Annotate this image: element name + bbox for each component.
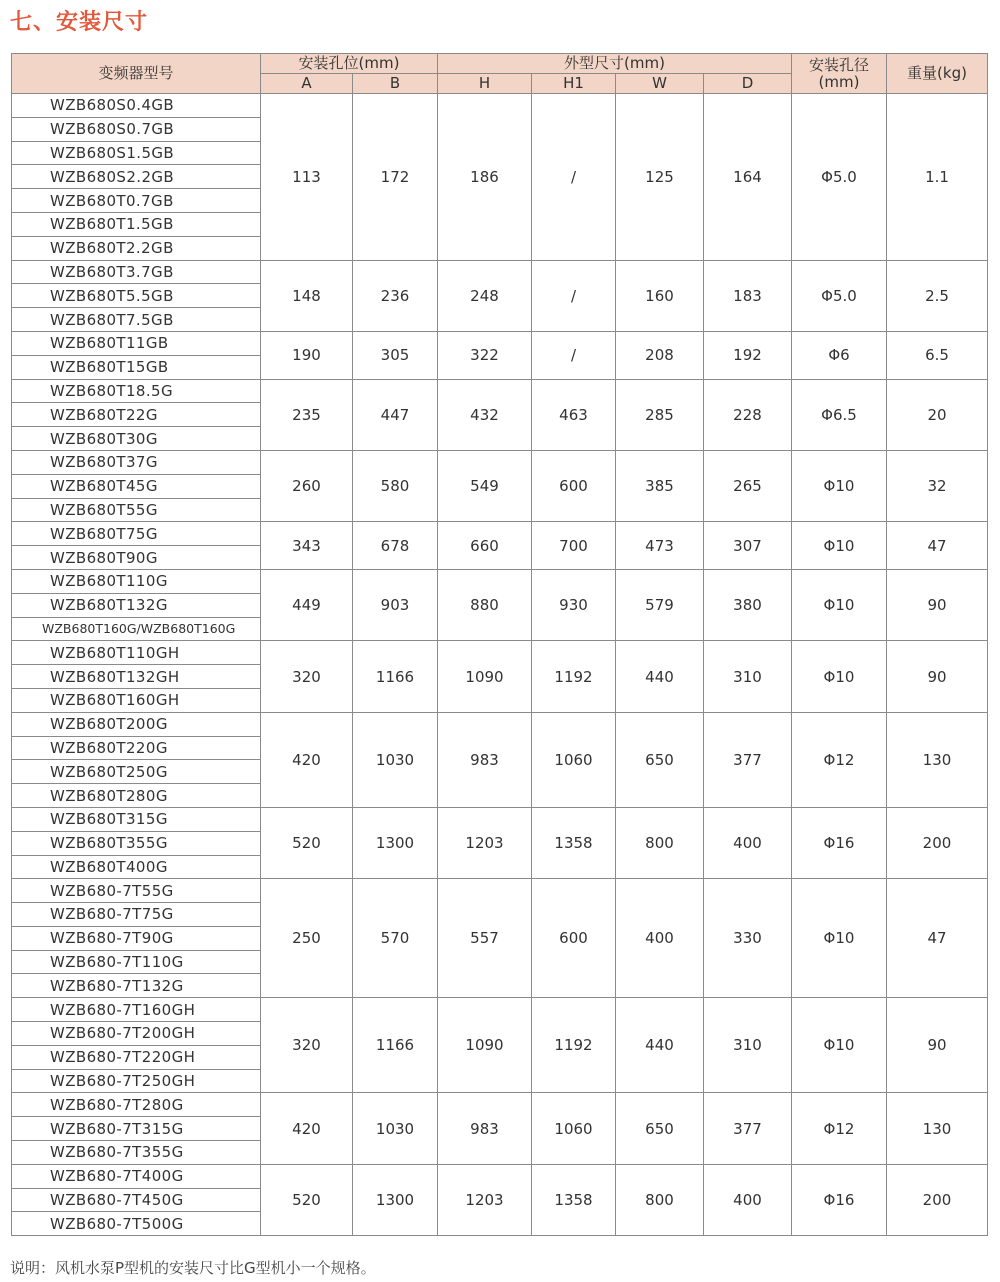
cell-w: 125 — [616, 94, 704, 261]
table-row — [12, 522, 988, 546]
cell-h: 880 — [438, 569, 532, 640]
cell-w: 385 — [616, 450, 704, 521]
cell-h: 557 — [438, 879, 532, 998]
cell-h1: 1192 — [532, 998, 616, 1093]
cell-d: 377 — [704, 712, 792, 807]
cell-model: WZB680T2.2GB — [12, 236, 261, 260]
cell-d: 377 — [704, 1093, 792, 1164]
cell-model: WZB680T200G — [12, 712, 261, 736]
header-b: B — [353, 74, 438, 94]
header-outline: 外型尺寸(mm) — [438, 54, 792, 74]
cell-d: 310 — [704, 998, 792, 1093]
cell-a: 449 — [261, 569, 353, 640]
cell-d: 183 — [704, 260, 792, 331]
cell-weight: 47 — [887, 879, 988, 998]
cell-model: WZB680T7.5GB — [12, 308, 261, 332]
cell-weight: 130 — [887, 712, 988, 807]
table-row — [12, 1093, 988, 1117]
cell-b: 305 — [353, 331, 438, 379]
cell-model: WZB680T3.7GB — [12, 260, 261, 284]
cell-model: WZB680-7T355G — [12, 1141, 261, 1165]
cell-d: 265 — [704, 450, 792, 521]
cell-model: WZB680T110GH — [12, 641, 261, 665]
cell-d: 164 — [704, 94, 792, 261]
header-h1: H1 — [532, 74, 616, 94]
cell-model: WZB680T132GH — [12, 665, 261, 689]
cell-h1: 1192 — [532, 641, 616, 712]
cell-weight: 90 — [887, 641, 988, 712]
cell-model: WZB680T18.5G — [12, 379, 261, 403]
cell-w: 400 — [616, 879, 704, 998]
cell-h1: 1358 — [532, 1164, 616, 1235]
cell-h1: 1060 — [532, 1093, 616, 1164]
cell-b: 447 — [353, 379, 438, 450]
cell-d: 400 — [704, 1164, 792, 1235]
cell-h: 322 — [438, 331, 532, 379]
cell-model: WZB680T11GB — [12, 331, 261, 355]
cell-weight: 47 — [887, 522, 988, 570]
cell-b: 1166 — [353, 641, 438, 712]
cell-h: 660 — [438, 522, 532, 570]
cell-weight: 200 — [887, 807, 988, 878]
header-row-1 — [12, 54, 988, 74]
cell-b: 1300 — [353, 807, 438, 878]
header-model: 变频器型号 — [12, 54, 261, 94]
cell-b: 1300 — [353, 1164, 438, 1235]
cell-d: 192 — [704, 331, 792, 379]
header-a: A — [261, 74, 353, 94]
cell-w: 579 — [616, 569, 704, 640]
header-d: D — [704, 74, 792, 94]
table-row — [12, 331, 988, 355]
footnote: 说明：风机水泵P型机的安装尺寸比G型机小一个规格。 — [10, 1259, 376, 1277]
cell-model: WZB680-7T110G — [12, 950, 261, 974]
cell-model: WZB680T15GB — [12, 355, 261, 379]
cell-a: 520 — [261, 1164, 353, 1235]
cell-model: WZB680T90G — [12, 546, 261, 570]
page-title: 七、安装尺寸 — [10, 10, 149, 35]
cell-model: WZB680T75G — [12, 522, 261, 546]
cell-hole-diameter: Φ5.0 — [792, 260, 887, 331]
cell-hole-diameter: Φ16 — [792, 1164, 887, 1235]
cell-a: 320 — [261, 998, 353, 1093]
cell-model: WZB680-7T280G — [12, 1093, 261, 1117]
cell-h: 1090 — [438, 641, 532, 712]
cell-model: WZB680S0.4GB — [12, 94, 261, 118]
cell-h: 1203 — [438, 807, 532, 878]
table-body — [12, 94, 988, 1236]
cell-model: WZB680T132G — [12, 593, 261, 617]
cell-model: WZB680-7T500G — [12, 1212, 261, 1236]
cell-h1: 700 — [532, 522, 616, 570]
cell-model: WZB680-7T220GH — [12, 1045, 261, 1069]
cell-weight: 200 — [887, 1164, 988, 1235]
cell-model: WZB680T30G — [12, 427, 261, 451]
cell-hole-diameter: Φ6.5 — [792, 379, 887, 450]
cell-w: 160 — [616, 260, 704, 331]
cell-b: 903 — [353, 569, 438, 640]
cell-h1: 1060 — [532, 712, 616, 807]
cell-model: WZB680-7T200GH — [12, 1022, 261, 1046]
cell-h1: 600 — [532, 879, 616, 998]
cell-model: WZB680T37G — [12, 450, 261, 474]
cell-model: WZB680T160G/WZB680T160G — [12, 617, 261, 641]
cell-model: WZB680T22G — [12, 403, 261, 427]
cell-d: 380 — [704, 569, 792, 640]
cell-a: 190 — [261, 331, 353, 379]
cell-hole-diameter: Φ10 — [792, 569, 887, 640]
cell-b: 570 — [353, 879, 438, 998]
header-w: W — [616, 74, 704, 94]
cell-b: 172 — [353, 94, 438, 261]
cell-a: 148 — [261, 260, 353, 331]
table-row — [12, 94, 988, 118]
cell-model: WZB680-7T400G — [12, 1164, 261, 1188]
cell-model: WZB680-7T160GH — [12, 998, 261, 1022]
cell-hole-diameter: Φ5.0 — [792, 94, 887, 261]
table-row — [12, 450, 988, 474]
header-h: H — [438, 74, 532, 94]
cell-model: WZB680T355G — [12, 831, 261, 855]
table-row — [12, 379, 988, 403]
cell-d: 307 — [704, 522, 792, 570]
cell-h1: / — [532, 260, 616, 331]
cell-w: 800 — [616, 1164, 704, 1235]
cell-h1: / — [532, 94, 616, 261]
cell-weight: 6.5 — [887, 331, 988, 379]
cell-h: 1203 — [438, 1164, 532, 1235]
cell-w: 440 — [616, 998, 704, 1093]
cell-hole-diameter: Φ10 — [792, 450, 887, 521]
cell-model: WZB680T45G — [12, 474, 261, 498]
cell-model: WZB680S2.2GB — [12, 165, 261, 189]
table-row — [12, 998, 988, 1022]
cell-model: WZB680T400G — [12, 855, 261, 879]
cell-hole-diameter: Φ12 — [792, 1093, 887, 1164]
cell-model: WZB680-7T450G — [12, 1188, 261, 1212]
cell-a: 113 — [261, 94, 353, 261]
cell-model: WZB680T0.7GB — [12, 189, 261, 213]
cell-hole-diameter: Φ10 — [792, 522, 887, 570]
cell-model: WZB680T315G — [12, 807, 261, 831]
cell-w: 800 — [616, 807, 704, 878]
cell-model: WZB680S0.7GB — [12, 117, 261, 141]
cell-w: 650 — [616, 712, 704, 807]
cell-hole-diameter: Φ10 — [792, 641, 887, 712]
cell-h1: 1358 — [532, 807, 616, 878]
cell-b: 236 — [353, 260, 438, 331]
cell-a: 520 — [261, 807, 353, 878]
cell-a: 320 — [261, 641, 353, 712]
cell-h1: 930 — [532, 569, 616, 640]
cell-d: 228 — [704, 379, 792, 450]
cell-weight: 32 — [887, 450, 988, 521]
cell-hole-diameter: Φ10 — [792, 879, 887, 998]
table-row — [12, 1164, 988, 1188]
table-row — [12, 879, 988, 903]
table-row — [12, 712, 988, 736]
cell-hole-diameter: Φ16 — [792, 807, 887, 878]
cell-model: WZB680-7T90G — [12, 926, 261, 950]
cell-model: WZB680-7T250GH — [12, 1069, 261, 1093]
cell-model: WZB680S1.5GB — [12, 141, 261, 165]
cell-b: 1166 — [353, 998, 438, 1093]
cell-model: WZB680T1.5GB — [12, 212, 261, 236]
cell-model: WZB680T220G — [12, 736, 261, 760]
table-row — [12, 569, 988, 593]
cell-h: 983 — [438, 712, 532, 807]
cell-hole-diameter: Φ10 — [792, 998, 887, 1093]
cell-h: 432 — [438, 379, 532, 450]
cell-model: WZB680T5.5GB — [12, 284, 261, 308]
table-row — [12, 807, 988, 831]
cell-model: WZB680T55G — [12, 498, 261, 522]
cell-a: 235 — [261, 379, 353, 450]
cell-a: 343 — [261, 522, 353, 570]
cell-w: 650 — [616, 1093, 704, 1164]
cell-weight: 90 — [887, 569, 988, 640]
cell-model: WZB680-7T75G — [12, 903, 261, 927]
cell-w: 208 — [616, 331, 704, 379]
table-row — [12, 260, 988, 284]
cell-w: 473 — [616, 522, 704, 570]
cell-h1: 600 — [532, 450, 616, 521]
cell-d: 400 — [704, 807, 792, 878]
cell-model: WZB680-7T315G — [12, 1117, 261, 1141]
cell-model: WZB680-7T132G — [12, 974, 261, 998]
cell-h1: 463 — [532, 379, 616, 450]
cell-hole-diameter: Φ6 — [792, 331, 887, 379]
header-weight: 重量(kg) — [887, 54, 988, 94]
cell-h1: / — [532, 331, 616, 379]
cell-b: 678 — [353, 522, 438, 570]
cell-weight: 1.1 — [887, 94, 988, 261]
cell-w: 440 — [616, 641, 704, 712]
cell-b: 580 — [353, 450, 438, 521]
cell-a: 420 — [261, 712, 353, 807]
cell-b: 1030 — [353, 1093, 438, 1164]
cell-weight: 20 — [887, 379, 988, 450]
cell-d: 330 — [704, 879, 792, 998]
cell-h: 983 — [438, 1093, 532, 1164]
header-hole-diameter: 安装孔径(mm) — [792, 54, 887, 94]
cell-a: 260 — [261, 450, 353, 521]
dimension-table — [11, 53, 988, 1236]
cell-weight: 90 — [887, 998, 988, 1093]
cell-h: 1090 — [438, 998, 532, 1093]
cell-a: 250 — [261, 879, 353, 998]
table-row — [12, 641, 988, 665]
cell-h: 549 — [438, 450, 532, 521]
cell-w: 285 — [616, 379, 704, 450]
cell-hole-diameter: Φ12 — [792, 712, 887, 807]
cell-d: 310 — [704, 641, 792, 712]
cell-b: 1030 — [353, 712, 438, 807]
cell-model: WZB680T250G — [12, 760, 261, 784]
cell-weight: 130 — [887, 1093, 988, 1164]
cell-model: WZB680T160GH — [12, 688, 261, 712]
cell-model: WZB680-7T55G — [12, 879, 261, 903]
cell-model: WZB680T280G — [12, 784, 261, 808]
cell-h: 186 — [438, 94, 532, 261]
cell-h: 248 — [438, 260, 532, 331]
cell-weight: 2.5 — [887, 260, 988, 331]
header-mount-pos: 安装孔位(mm) — [261, 54, 438, 74]
cell-a: 420 — [261, 1093, 353, 1164]
cell-model: WZB680T110G — [12, 569, 261, 593]
